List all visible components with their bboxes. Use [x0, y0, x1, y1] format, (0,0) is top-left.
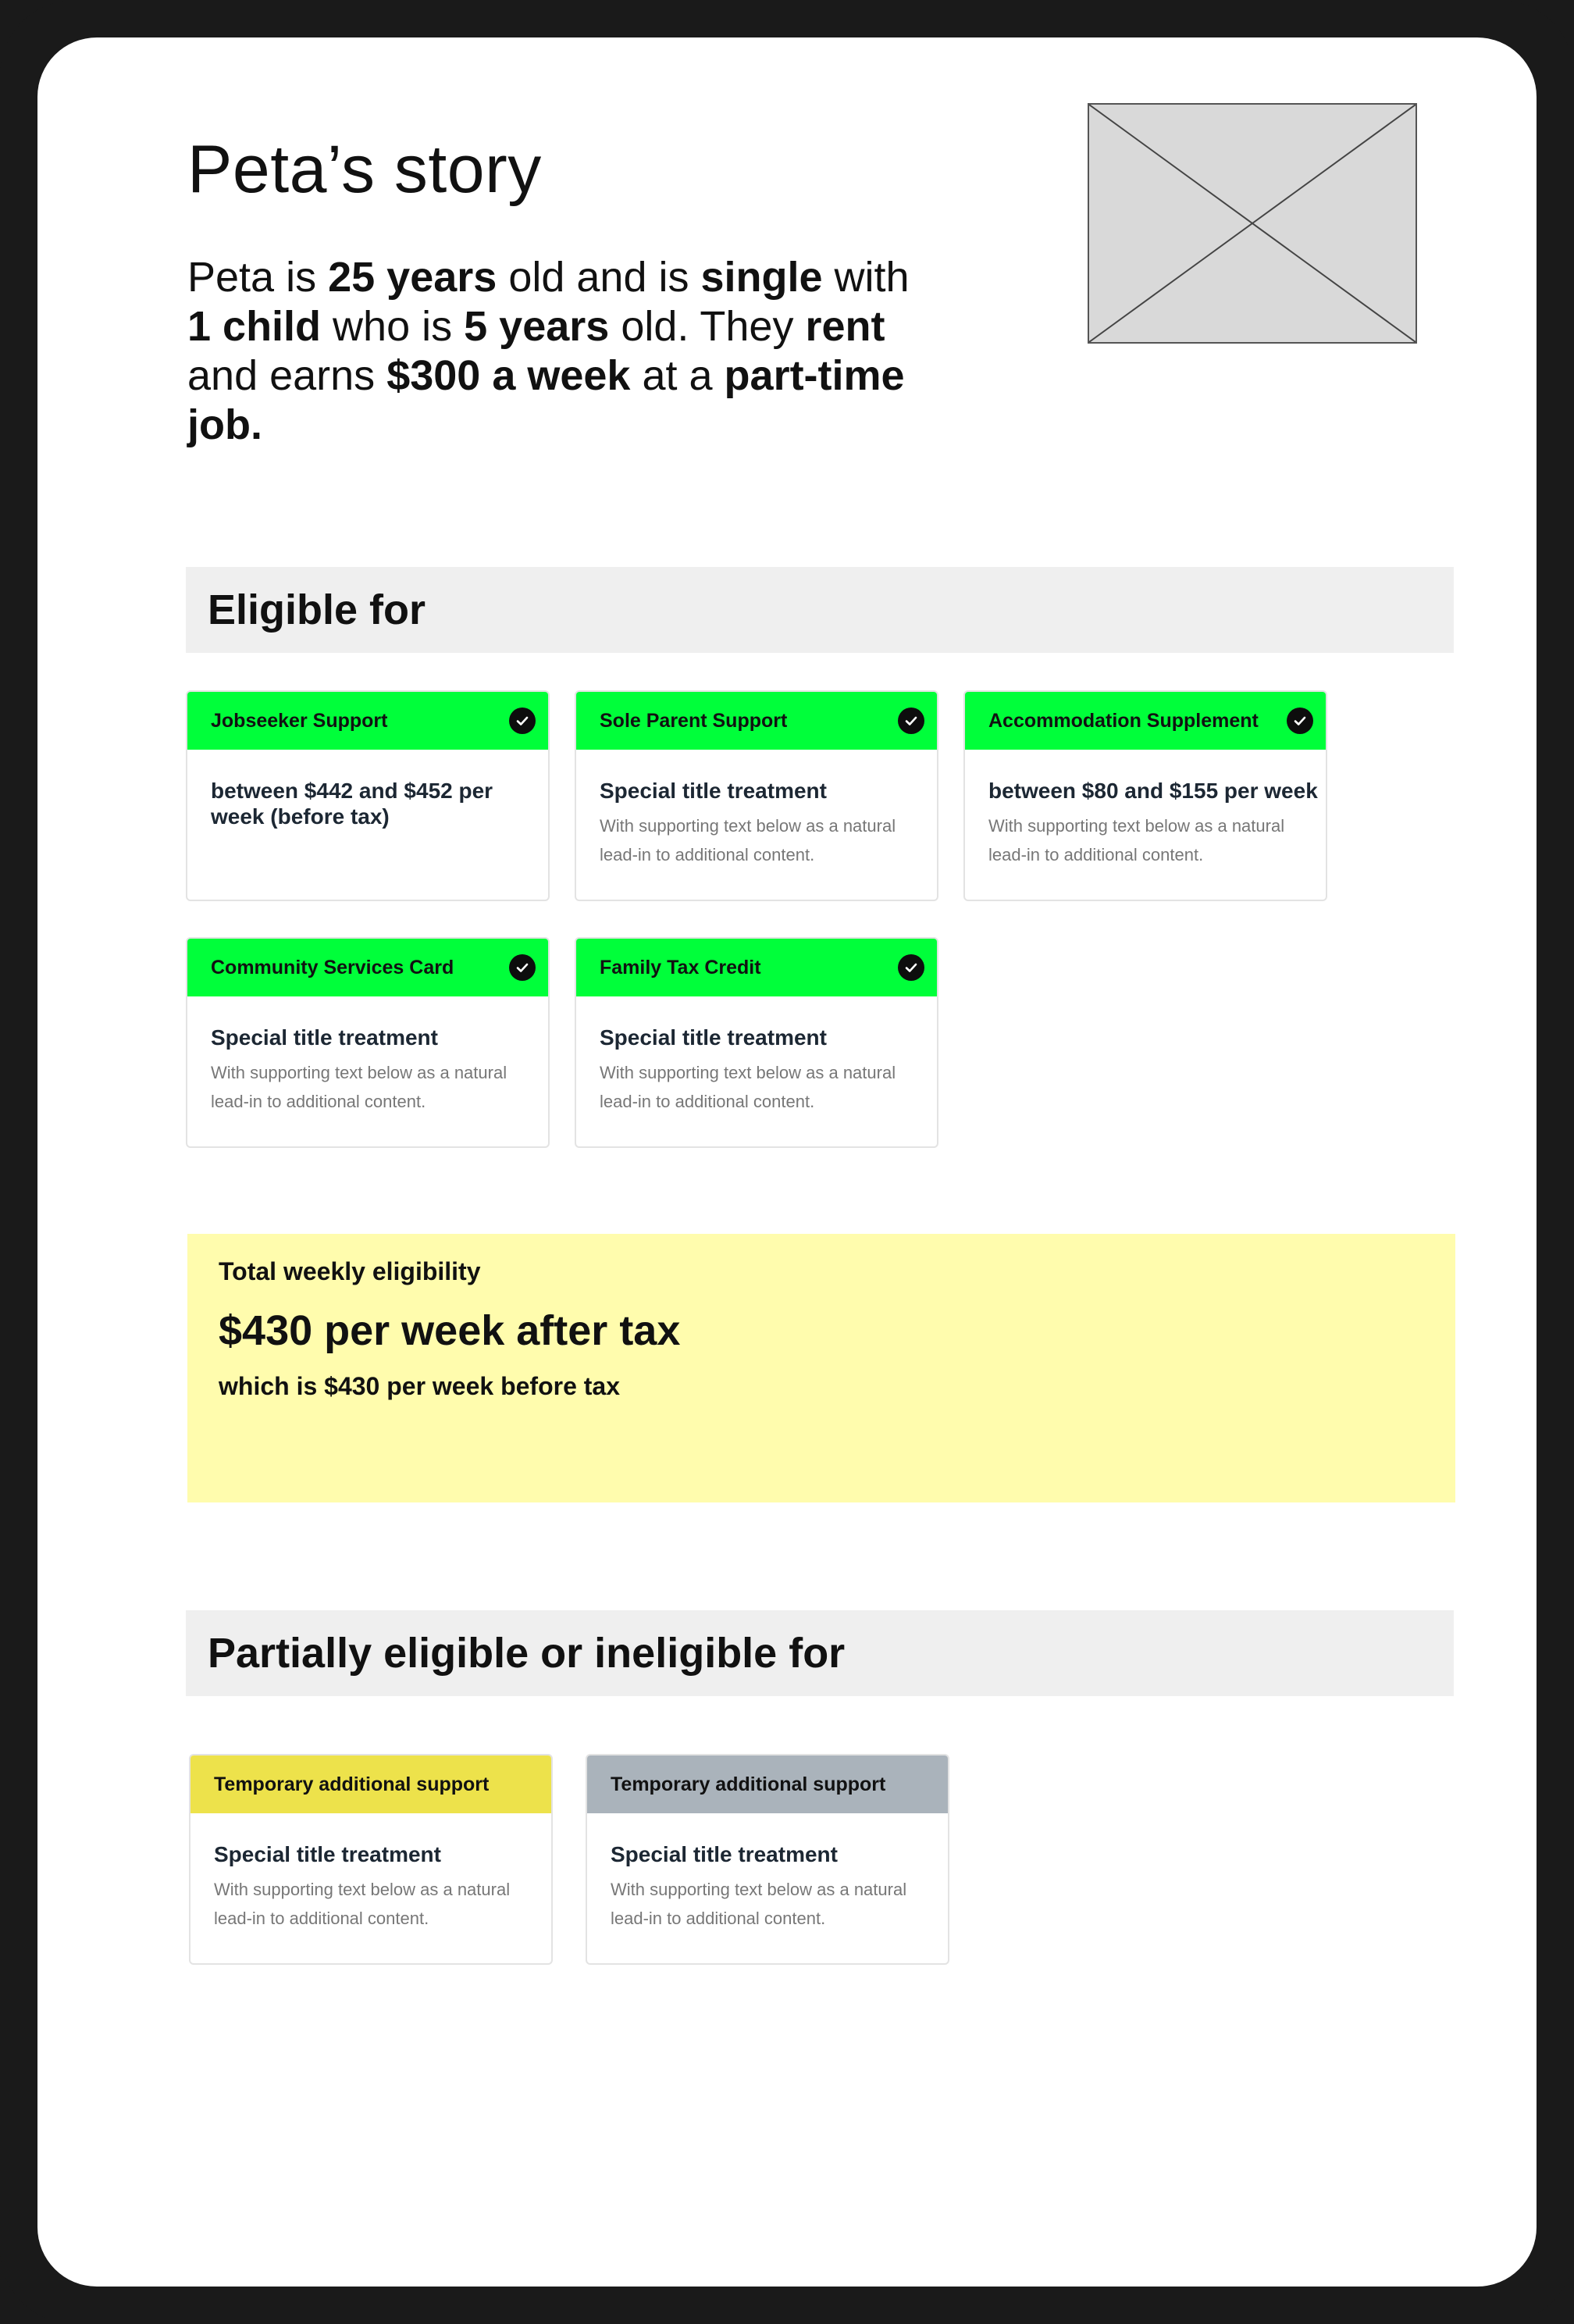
card-header [587, 1755, 948, 1813]
story-run: with [822, 254, 910, 301]
card-text: With supporting text below as a natural lead-in to additional content. [988, 816, 1285, 864]
card-header [576, 692, 937, 750]
card-header [191, 1755, 551, 1813]
card-header-label: Accommodation Supplement [988, 709, 1259, 732]
story-highlight: part-time job. [187, 352, 905, 448]
check-circle-icon [509, 708, 536, 734]
card-header-label: Sole Parent Support [600, 709, 788, 732]
benefit-card-family-tax[interactable] [575, 937, 938, 1148]
card-text: With supporting text below as a natural lead-in to additional content. [600, 816, 896, 864]
card-header [965, 692, 1326, 750]
story-highlight: 5 years [464, 303, 610, 350]
total-value: $430 per week after tax [219, 1307, 681, 1354]
card-header-label: Family Tax Credit [600, 956, 761, 978]
story-run: who is [321, 303, 465, 350]
card-title: Special title treatment [600, 1025, 827, 1050]
card-text: With supporting text below as a natural lead-in to additional content. [600, 1063, 896, 1111]
card-header-label: Jobseeker Support [211, 709, 388, 732]
card-title: Special title treatment [611, 1842, 838, 1866]
story-highlight: 25 years [328, 254, 497, 301]
card-text: With supporting text below as a natural lead-in to additional content. [611, 1880, 907, 1928]
story-highlight: single [700, 254, 823, 301]
card-header-label: Temporary additional support [611, 1773, 886, 1795]
story-text [187, 253, 937, 450]
eligible-heading: Eligible for [186, 567, 1454, 653]
screen [37, 37, 1537, 2287]
card-title: between $442 and $452 per week (before tax) [211, 779, 493, 829]
total-label: Total weekly eligibility [219, 1257, 481, 1285]
story-highlight: rent [805, 303, 885, 350]
card-text: With supporting text below as a natural lead-in to additional content. [214, 1880, 511, 1928]
check-circle-icon [898, 708, 924, 734]
card-title: between $80 and $155 per week [988, 779, 1318, 803]
story-run: Peta is [187, 254, 329, 301]
card-title: Special title treatment [600, 779, 827, 803]
card-header [576, 939, 937, 996]
card-title: Special title treatment [211, 1025, 438, 1050]
total-subtext: which is $430 per week before tax [219, 1372, 621, 1400]
benefit-card-community-services[interactable] [186, 937, 550, 1148]
card-header-label: Temporary additional support [214, 1773, 490, 1795]
story-run: old. They [609, 303, 806, 350]
card-header [187, 692, 548, 750]
story-run: and earns [187, 352, 387, 399]
card-title: Special title treatment [214, 1842, 441, 1866]
benefit-card-sole-parent[interactable] [575, 690, 938, 901]
story-run: old and is [497, 254, 701, 301]
card-header-label: Community Services Card [211, 956, 454, 978]
benefit-card-temporary-grey[interactable] [586, 1754, 949, 1965]
benefit-card-accommodation[interactable] [963, 690, 1327, 901]
card-text: With supporting text below as a natural lead-in to additional content. [211, 1063, 507, 1111]
total-eligibility-box [187, 1234, 1455, 1502]
partial-heading: Partially eligible or ineligible for [186, 1610, 1454, 1696]
image-placeholder-icon [1088, 103, 1417, 344]
story-title: Peta’s story [187, 132, 542, 207]
story-highlight: 1 child [187, 303, 322, 350]
benefit-card-temporary-yellow[interactable] [189, 1754, 553, 1965]
card-header [187, 939, 548, 996]
story-run: at a [630, 352, 725, 399]
check-circle-icon [509, 954, 536, 981]
check-circle-icon [1287, 708, 1313, 734]
check-circle-icon [898, 954, 924, 981]
benefit-card-jobseeker[interactable] [186, 690, 550, 901]
story-highlight: $300 a week [386, 352, 631, 399]
